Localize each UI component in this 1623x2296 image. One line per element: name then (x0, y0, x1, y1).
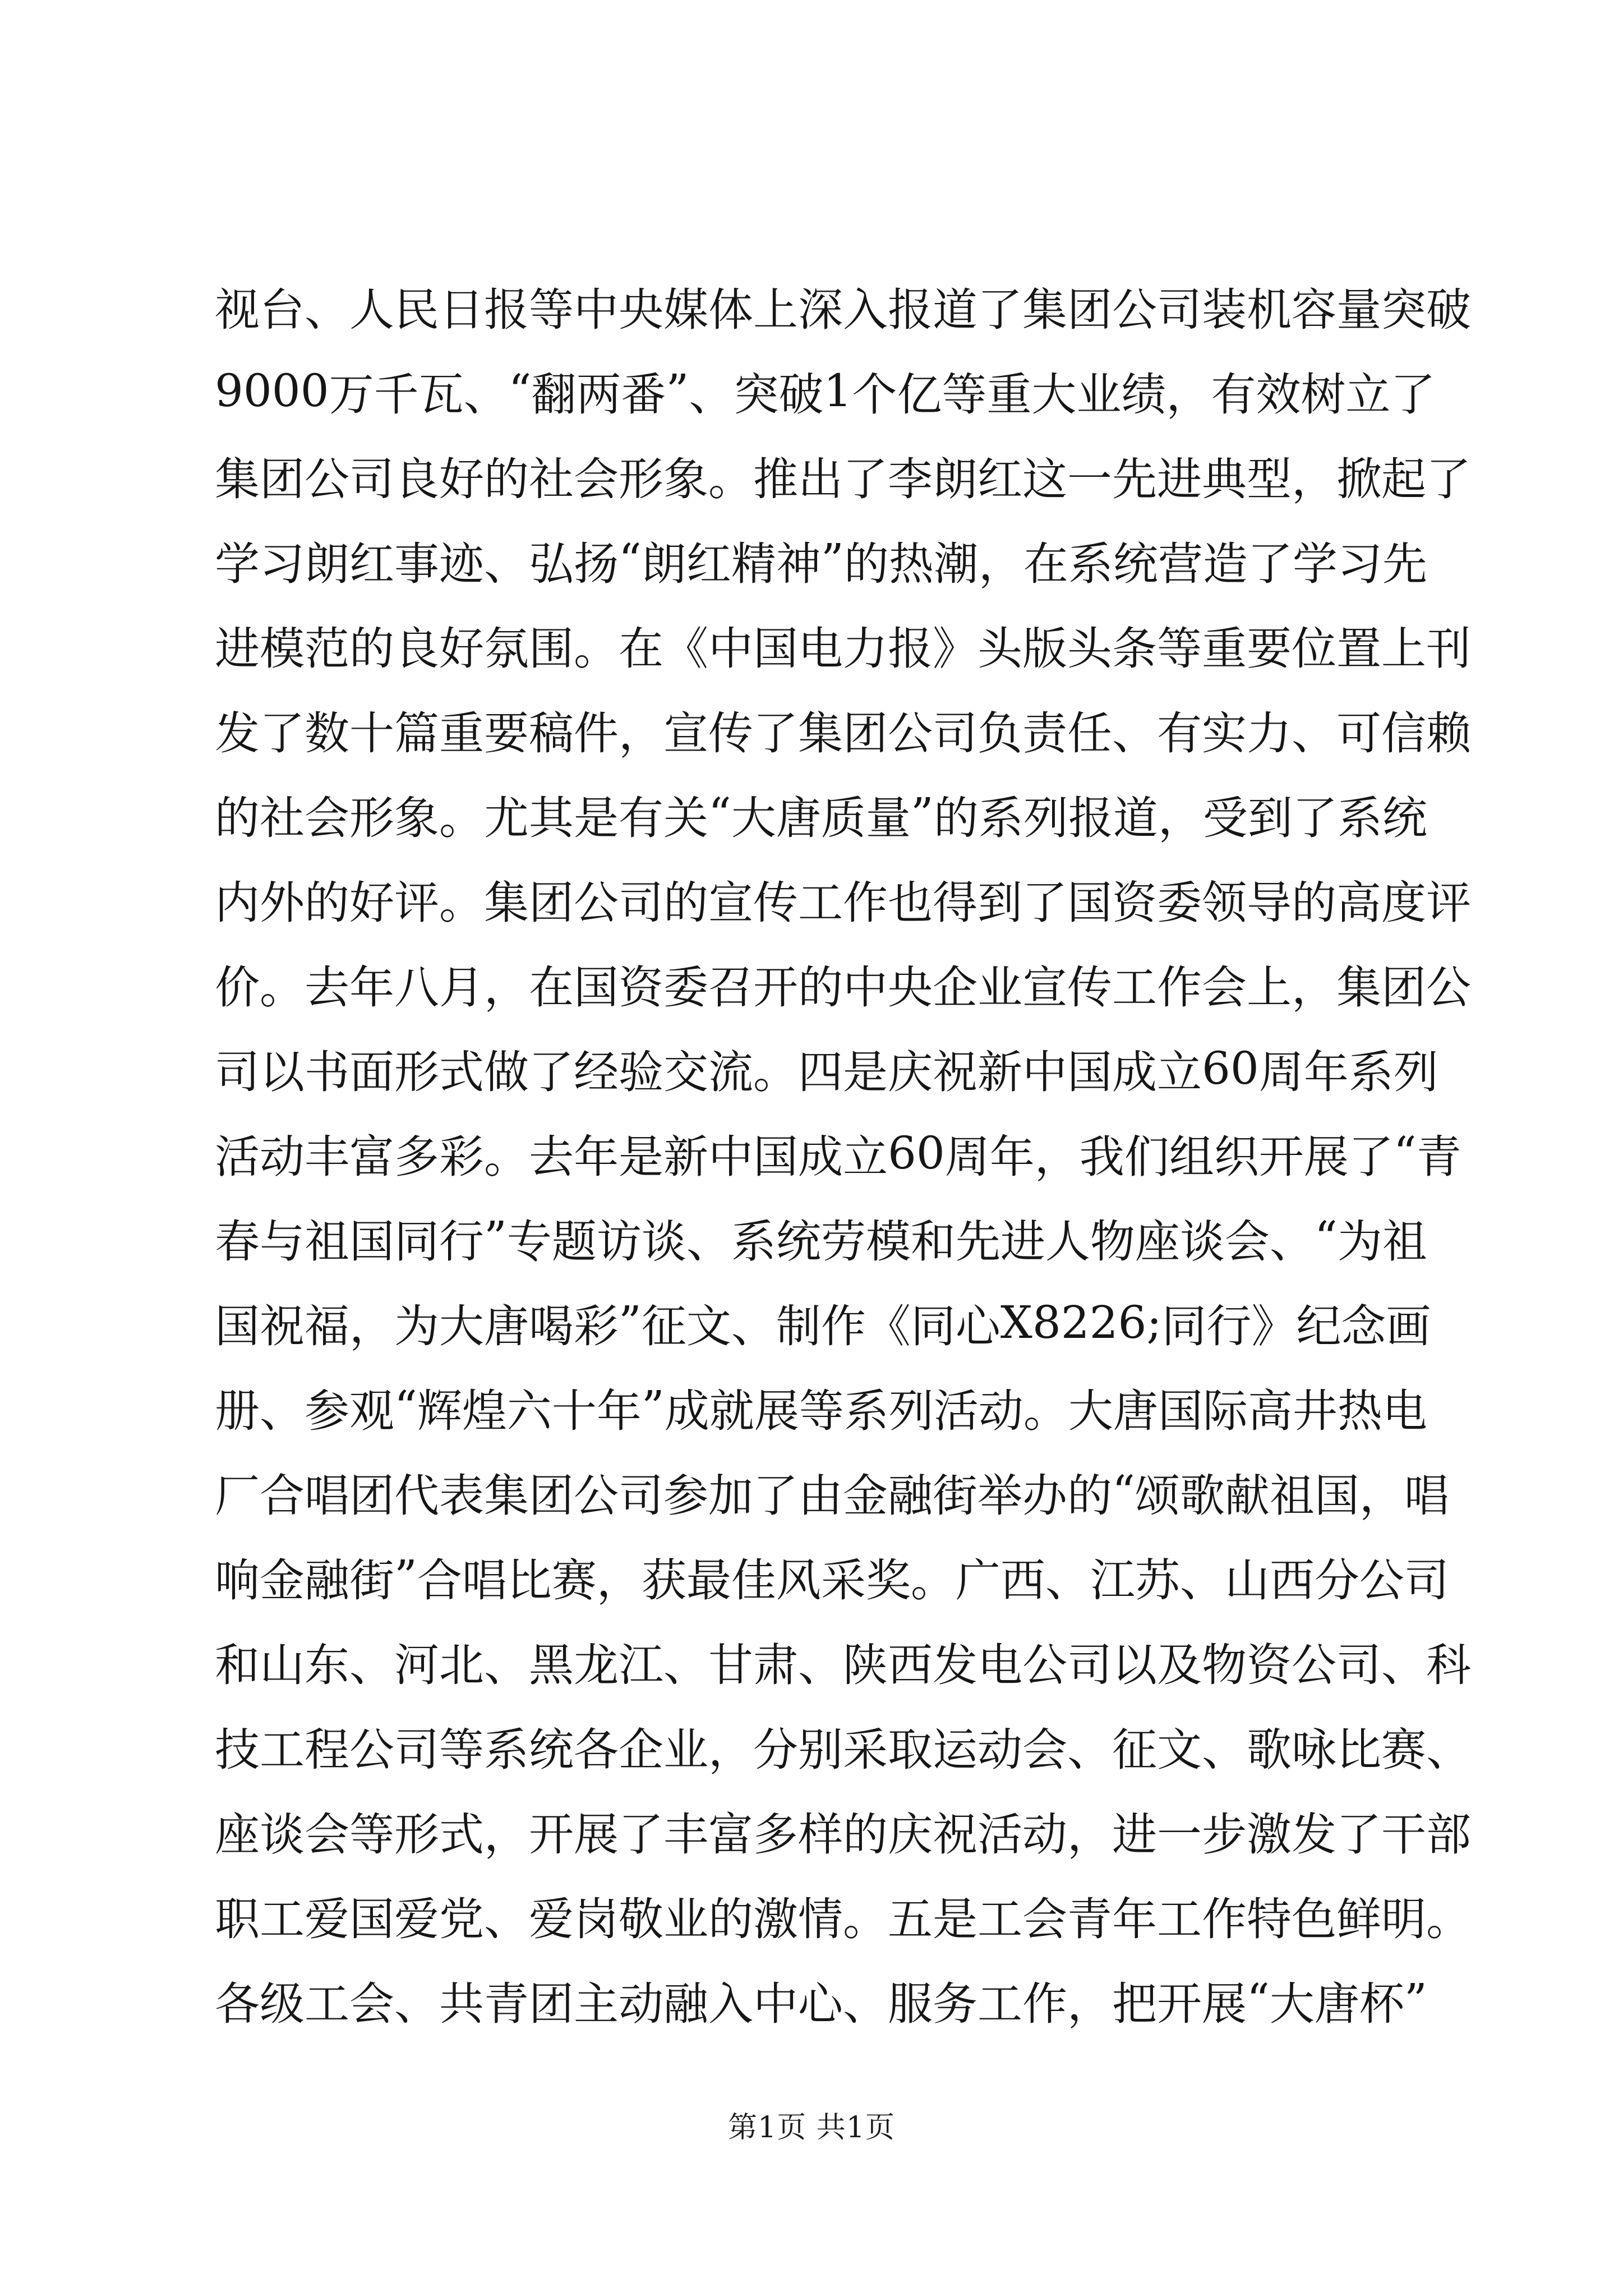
text-line: 视 台 、 人 民 日 报 等 中 央 媒 体 上 深 入 报 道 了 集 团 公 司 装 机 容 量 突 破 (215, 284, 1471, 336)
text-line: 发 了 数 十 篇 重 要 稿 件 ， 宣 传 了 集 团 公 司 负 责 任 、 有 实 力 、 可 信 赖 (215, 707, 1471, 760)
text-line: 价 。 去 年 八 月 ， 在 国 资 委 召 开 的 中 央 企 业 宣 传 工 作 会 上 ， 集 团 公 (215, 961, 1471, 1014)
text-line: 技 工 程 公 司 等 系 统 各 企 业 ， 分 别 采 取 运 动 会 、 征 文 、 歌 咏 比 赛 、 (215, 1724, 1471, 1776)
text-line: 的 社 会 形 象 。 尤 其 是 有 关 “ 大 唐 质 量 ” 的 系 列 报 道 ， 受 到 了 系 统 (215, 788, 1427, 844)
page-footer: 第1页 共1页 (728, 2111, 895, 2145)
text-line: 学 习 朗 红 事 迹 、 弘 扬 “ 朗 红 精 神 ” 的 热 潮 ， 在 系 统 营 造 了 学 习 先 (215, 534, 1427, 590)
text-line: 座 谈 会 等 形 式 ， 开 展 了 丰 富 多 样 的 庆 祝 活 动 ， 进 一 步 激 发 了 干 部 (215, 1809, 1471, 1861)
text-line: 和 山 东 、 河 北 、 黑 龙 江 、 甘 肃 、 陕 西 发 电 公 司 以 及 物 资 公 司 、 科 (215, 1639, 1471, 1691)
text-line: 集 团 公 司 良 好 的 社 会 形 象 。 推 出 了 李 朗 红 这 一 先 进 典 型 ， 掀 起 了 (215, 453, 1471, 505)
text-line: 职 工 爱 国 爱 党 、 爱 岗 敬 业 的 激 情 。 五 是 工 会 青 年 工 作 特 色 鲜 明 。 (215, 1893, 1471, 1945)
text-line: 国 祝 福 ， 为 大 唐 喝 彩 ” 征 文 、 制 作 《 同 心 X8226; 同 行 》 纪 念 画 (215, 1296, 1431, 1352)
text-line: 春 与 祖 国 同 行 ” 专 题 访 谈 、 系 统 劳 模 和 先 进 人 物 座 谈 会 、 “ 为 祖 (215, 1212, 1427, 1268)
text-line: 各 级 工 会 、 共 青 团 主 动 融 入 中 心 、 服 务 工 作 ， 把 开 展 “ 大 唐 杯 ” (215, 1974, 1427, 2030)
text-line: 司 以 书 面 形 式 做 了 经 验 交 流 。 四 是 庆 祝 新 中 国 成 立 60 周 年 系 列 (215, 1042, 1438, 1098)
text-line: 响 金 融 街 ” 合 唱 比 赛 ， 获 最 佳 风 采 奖 。 广 西 、 江 苏 、 山 西 分 公 司 (215, 1550, 1449, 1607)
text-line: 进 模 范 的 良 好 氛 围 。 在 《 中 国 电 力 报 》 头 版 头 条 等 重 要 位 置 上 刊 (215, 623, 1471, 675)
text-line: 活 动 丰 富 多 彩 。 去 年 是 新 中 国 成 立 60 周 年 ， 我 们 组 织 开 展 了 “ 青 (215, 1127, 1461, 1183)
body-text (215, 264, 1471, 2042)
text-line: 内 外 的 好 评 。 集 团 公 司 的 宣 传 工 作 也 得 到 了 国 资 委 领 导 的 高 度 评 (215, 877, 1471, 929)
text-line: 厂 合 唱 团 代 表 集 团 公 司 参 加 了 由 金 融 街 举 办 的 “ 颂 歌 献 祖 国 ， 唱 (215, 1466, 1449, 1522)
text-line: 册 、 参 观 “ 辉 煌 六 十 年 ” 成 就 展 等 系 列 活 动 。 大 唐 国 际 高 井 热 电 (215, 1381, 1427, 1437)
text-line: 9000 万 千 瓦 、 “ 翻 两 番 ” 、 突 破 1 个 亿 等 重 大 业 绩 ， 有 效 树 立 了 (215, 365, 1436, 421)
